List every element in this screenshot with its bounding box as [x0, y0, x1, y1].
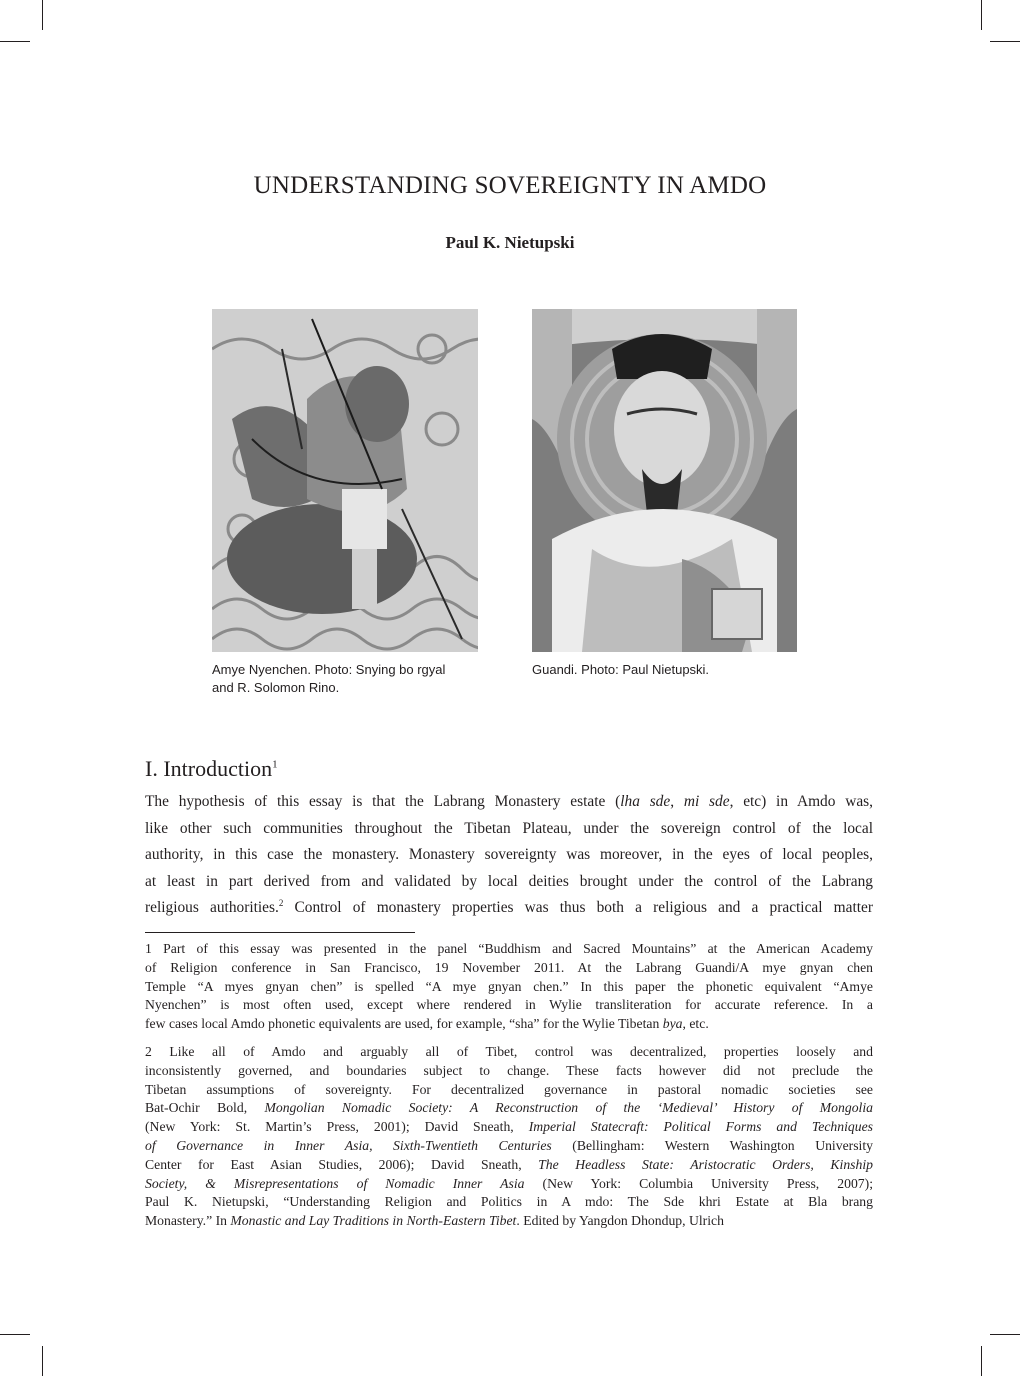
guandi-photo: [532, 309, 797, 652]
footnote-ref[interactable]: 1: [272, 758, 278, 771]
crop-mark: [990, 1334, 1020, 1335]
footnote-line: [145, 1099, 873, 1118]
text-run: authority, in this case the monastery. Monastery sovereignty was moreover, in the eyes of local peoples,: [145, 846, 873, 863]
crop-mark: [0, 1334, 30, 1335]
italic-title: of Governance in Inner Asia, Sixth-Twentieth Centuries: [145, 1137, 552, 1153]
text-run: religious authorities.: [145, 899, 279, 916]
footnote-line: [145, 978, 873, 997]
body-line: [145, 842, 873, 869]
crop-mark: [981, 1346, 982, 1376]
footnote-ref[interactable]: 2: [278, 897, 284, 908]
text-run: (New York: Columbia University Press, 2007);: [524, 1175, 873, 1191]
italic-title: Mongolian Nomadic Society: A Reconstruction of the ‘Medieval’ History of Mongolia: [264, 1100, 874, 1116]
text-run: like other such communities throughout the Tibetan Plateau, under the sovereign control of the local: [145, 819, 873, 837]
text-run: Nyenchen” is most often used, except where rendered in Wylie transliteration for accurate reference. In a: [145, 997, 873, 1013]
text-run: The hypothesis of this essay is that the Labrang Monastery estate (: [145, 793, 621, 810]
italic-term: lha sde: [620, 793, 671, 810]
footnote-line: [145, 1156, 873, 1175]
text-run: , etc.: [682, 1016, 709, 1032]
caption-line: Guandi. Photo: Paul Nietupski.: [532, 662, 710, 677]
text-run: Control of monastery properties was thus both a religious and a practical matter: [283, 899, 873, 916]
footnote-1: [145, 940, 873, 1034]
body-paragraph: [145, 789, 873, 922]
text-run: Temple “A myes gnyan chen” is spelled “A mye gnyan chen.” In this paper the phonetic equivalent “Amye: [145, 978, 873, 994]
text-run: Paul K. Nietupski, “Understanding Religion and Politics in A mdo: The Sde khri Estate at Bla brang: [145, 1194, 873, 1210]
text-run: Bat-Ochir Bold,: [145, 1100, 265, 1116]
footnote-line: [145, 996, 873, 1015]
amye-nyenchen-photo: [212, 309, 478, 652]
footnote-line: [145, 940, 873, 959]
italic-term: mi sde: [683, 793, 730, 810]
italic-title: bya: [662, 1016, 683, 1032]
footnote-line: [145, 1137, 873, 1156]
footnote-line: [145, 1043, 873, 1062]
crop-mark: [42, 1346, 43, 1376]
italic-title: Monastic and Lay Traditions in North-Eastern Tibet: [230, 1213, 517, 1229]
author-name: Paul K. Nietupski: [445, 233, 575, 252]
text-run: 1 Part of this essay was presented in the panel “Buddhism and Sacred Mountains” at the American Academy: [145, 941, 873, 956]
caption-line: and R. Solomon Rino.: [212, 680, 340, 695]
body-line: [145, 789, 873, 816]
text-run: inconsistently governed, and boundaries subject to change. These facts however did not preclude the: [145, 1062, 873, 1078]
figure-caption-guandi: [532, 661, 797, 679]
text-run: . Edited by Yangdon Dhondup, Ulrich: [516, 1213, 724, 1229]
footnote-divider: [145, 932, 415, 933]
text-run: ,: [670, 793, 684, 810]
caption-line: Amye Nyenchen. Photo: Snying bo rgyal: [212, 662, 446, 677]
text-run: Monastery.” In: [145, 1213, 231, 1229]
italic-title: Society, & Misrepresentations of Nomadic Inner Asia: [145, 1175, 525, 1191]
text-run: (New York: St. Martin’s Press, 2001); David Sneath,: [145, 1119, 529, 1135]
text-run: at least in part derived from and validated by local deities brought under the control of the Labrang: [145, 872, 873, 890]
footnote-2: [145, 1043, 873, 1231]
crop-mark: [0, 41, 30, 42]
text-run: Tibetan assumptions of sovereignty. For decentralized governance in pastoral nomadic societies see: [145, 1081, 873, 1097]
text-run: few cases local Amdo phonetic equivalents are used, for example, “sha” for the Wylie Tibetan: [145, 1016, 663, 1032]
text-run: 2 Like all of Amdo and arguably all of Tibet, control was decentralized, properties loosely and: [145, 1044, 873, 1059]
footnote-line: [145, 1062, 873, 1081]
section-heading: [145, 756, 278, 782]
body-line: [145, 869, 873, 896]
footnote-line: [145, 1081, 873, 1100]
section-heading-text: I. Introduction: [145, 756, 273, 781]
text-run: , etc) in Amdo was,: [729, 793, 874, 810]
figure-caption-amye-nyenchen: [212, 661, 492, 697]
footnote-line: [145, 1175, 873, 1194]
footnote-line: [145, 1212, 873, 1231]
text-run: Center for East Asian Studies, 2006); David Sneath,: [145, 1156, 539, 1172]
crop-mark: [42, 0, 43, 30]
footnote-line: [145, 1118, 873, 1137]
text-run: of Religion conference in San Francisco, 19 November 2011. At the Labrang Guandi/A mye gnyan chen: [145, 959, 873, 975]
footnote-line: [145, 1193, 873, 1212]
crop-mark: [990, 41, 1020, 42]
italic-title: Imperial Statecraft: Political Forms and Techniques: [528, 1119, 873, 1135]
body-line: [145, 895, 873, 922]
crop-mark: [981, 0, 982, 30]
page-title: UNDERSTANDING SOVEREIGNTY IN AMDO: [253, 172, 767, 199]
italic-title: The Headless State: Aristocratic Orders, Kinship: [538, 1156, 873, 1172]
footnote-line: [145, 959, 873, 978]
footnote-line: [145, 1015, 873, 1034]
text-run: (Bellingham: Western Washington University: [551, 1137, 873, 1153]
body-line: [145, 816, 873, 843]
